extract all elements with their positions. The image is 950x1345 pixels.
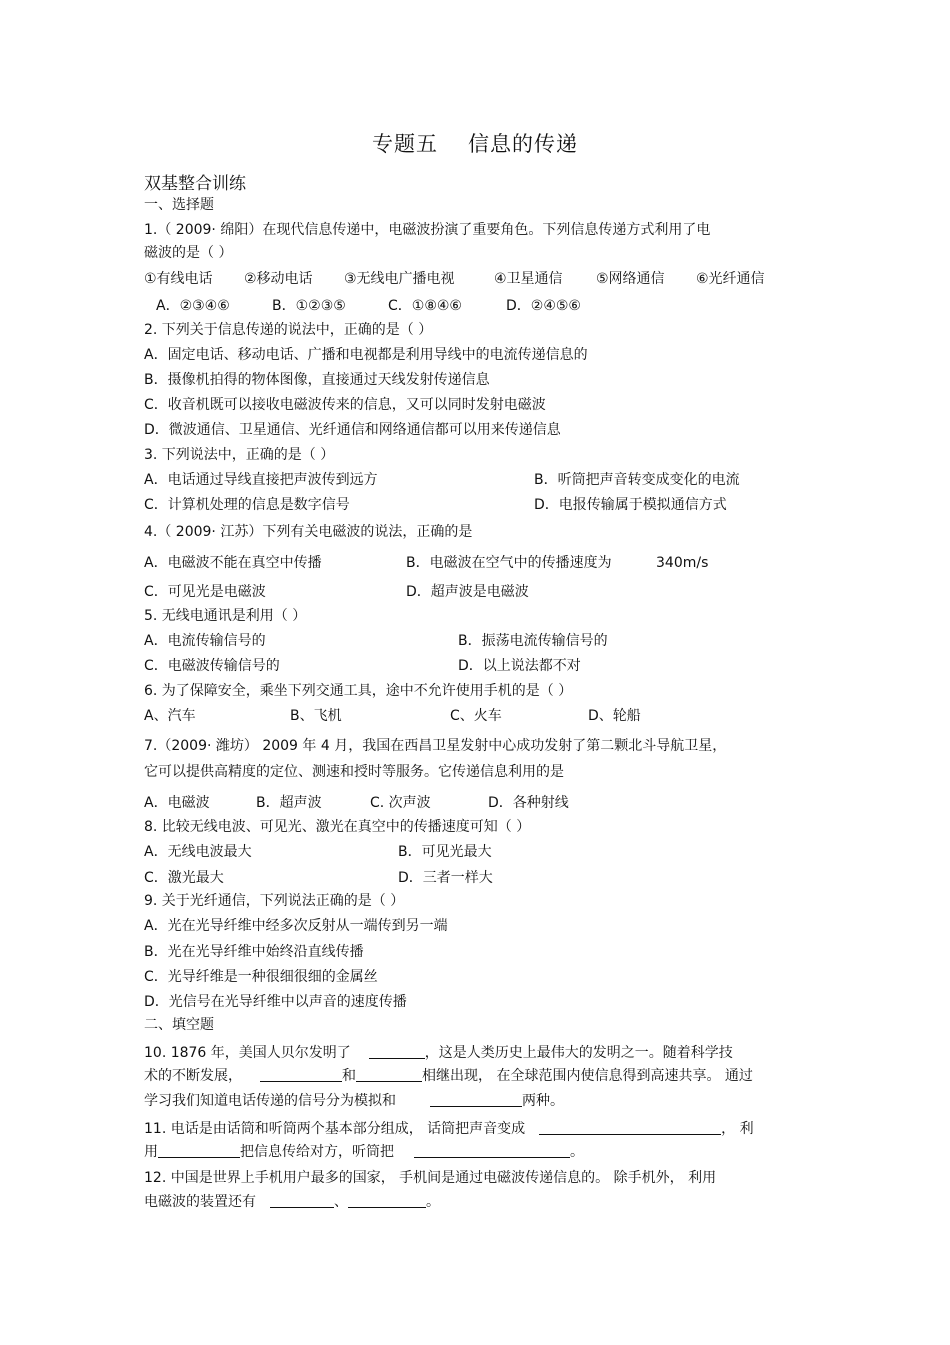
title-main: 专题五	[372, 132, 438, 156]
q10-text-4: 和	[342, 1068, 356, 1084]
q3-option-b: B．听筒把声音转变成变化的电流	[534, 472, 740, 488]
q11-text-1: 11. 电话是由话筒和听筒两个基本部分组成， 话筒把声音变成	[144, 1121, 526, 1137]
q10-blank-2[interactable]	[260, 1067, 342, 1082]
q6-option-b: B、飞机	[290, 708, 342, 724]
subtitle: 双基整合训练	[144, 174, 246, 194]
q9-stem: 9. 关于光纤通信，下列说法正确的是（ ）	[144, 893, 405, 909]
q10-blank-4[interactable]	[430, 1092, 522, 1107]
q7-option-b: B．超声波	[256, 795, 322, 811]
q1-stem-line1: 1.（ 2009· 绵阳）在现代信息传递中，电磁波扮演了重要角色。下列信息传递方式利用了电	[144, 222, 711, 238]
q7-stem-line2: 它可以提供高精度的定位、测速和授时等服务。它传递信息利用的是	[144, 764, 564, 780]
q1-stem-line2: 磁波的是（ ）	[144, 245, 233, 261]
q6-stem: 6. 为了保障安全，乘坐下列交通工具，途中不允许使用手机的是（ ）	[144, 683, 573, 699]
q3-stem: 3. 下列说法中，正确的是（ ）	[144, 447, 335, 463]
q10-text-1: 10. 1876 年，美国人贝尔发明了	[144, 1045, 351, 1061]
q11-text-3: 用	[144, 1144, 158, 1160]
q12-line1: 12. 中国是世界上手机用户最多的国家， 手机间是通过电磁波传递信息的。 除手机外， 利用	[144, 1170, 717, 1186]
q4-option-c: C．可见光是电磁波	[144, 584, 266, 600]
q12-text-1: 电磁波的装置还有	[144, 1194, 256, 1210]
q3-option-d: D．电报传输属于模拟通信方式	[534, 497, 727, 513]
q7-option-c: C. 次声波	[370, 795, 431, 811]
q4-option-b-value: 340m/s	[656, 555, 709, 571]
q11-line2	[144, 1143, 584, 1161]
q10-text-6: 学习我们知道电话传递的信号分为模拟和	[144, 1093, 396, 1109]
q8-option-d: D．三者一样大	[398, 870, 493, 886]
q2-option-a: A．固定电话、移动电话、广播和电视都是利用导线中的电流传递信息的	[144, 347, 588, 363]
q6-option-c: C、火车	[450, 708, 502, 724]
q3-option-a: A．电话通过导线直接把声波传到远方	[144, 472, 378, 488]
q5-option-b: B．振荡电流传输信号的	[458, 633, 608, 649]
q12-blank-1[interactable]	[270, 1193, 334, 1208]
q1-item-4: ④卫星通信	[494, 271, 563, 287]
q2-option-d: D．微波通信、卫星通信、光纤通信和网络通信都可以用来传递信息	[144, 422, 561, 438]
q5-option-d: D．以上说法都不对	[458, 658, 581, 674]
q2-option-c: C．收音机既可以接收电磁波传来的信息，又可以同时发射电磁波	[144, 397, 546, 413]
q1-item-1: ①有线电话	[144, 271, 213, 287]
q10-text-2: ，这是人类历史上最伟大的发明之一。随着科学技	[424, 1045, 733, 1061]
q11-text-4: 把信息传给对方，听筒把	[240, 1144, 394, 1160]
q11-blank-3[interactable]	[414, 1143, 570, 1158]
q2-stem: 2. 下列关于信息传递的说法中，正确的是（ ）	[144, 322, 433, 338]
page-title	[0, 128, 950, 158]
q1-option-a: A．②③④⑥	[156, 298, 230, 314]
q9-option-c: C．光导纤维是一种很细很细的金属丝	[144, 969, 378, 985]
q1-option-d: D．②④⑤⑥	[506, 298, 581, 314]
q4-stem: 4.（ 2009· 江苏）下列有关电磁波的说法，正确的是	[144, 524, 473, 540]
title-topic: 信息的传递	[468, 132, 578, 156]
q11-line1	[144, 1120, 754, 1138]
q11-text-5: 。	[570, 1144, 584, 1160]
q5-stem: 5. 无线电通讯是利用（ ）	[144, 608, 307, 624]
q4-option-d: D．超声波是电磁波	[406, 584, 529, 600]
q7-option-a: A．电磁波	[144, 795, 210, 811]
q2-option-b: B．摄像机拍得的物体图像，直接通过天线发射传递信息	[144, 372, 490, 388]
q10-text-7: 两种。	[522, 1093, 564, 1109]
q1-item-2: ②移动电话	[244, 271, 313, 287]
q11-blank-2[interactable]	[158, 1143, 240, 1158]
q10-text-5: 相继出现， 在全球范围内使信息得到高速共享。 通过	[422, 1068, 753, 1084]
q1-item-3: ③无线电广播电视	[344, 271, 455, 287]
q12-text-3: 。	[426, 1194, 440, 1210]
q10-blank-3[interactable]	[356, 1067, 422, 1082]
q5-option-a: A．电流传输信号的	[144, 633, 266, 649]
q7-stem-line1: 7.（2009· 潍坊） 2009 年 4 月，我国在西昌卫星发射中心成功发射了第二颗北斗导航卫星，	[144, 738, 727, 754]
q10-text-3: 术的不断发展，	[144, 1068, 242, 1084]
q7-option-d: D．各种射线	[488, 795, 569, 811]
q8-option-b: B．可见光最大	[398, 844, 492, 860]
q10-line2	[144, 1067, 753, 1085]
q3-option-c: C．计算机处理的信息是数字信号	[144, 497, 350, 513]
section-fill-heading: 二、填空题	[144, 1017, 214, 1033]
q8-option-a: A．无线电波最大	[144, 844, 252, 860]
q4-option-a: A．电磁波不能在真空中传播	[144, 555, 322, 571]
q10-line1	[144, 1044, 733, 1062]
q8-stem: 8. 比较无线电波、可见光、激光在真空中的传播速度可知（ ）	[144, 819, 531, 835]
q11-text-2: ， 利	[721, 1121, 754, 1137]
q12-line2	[144, 1193, 440, 1211]
section-choice-heading: 一、选择题	[144, 197, 214, 213]
q8-option-c: C．激光最大	[144, 870, 224, 886]
q9-option-b: B．光在光导纤维中始终沿直线传播	[144, 944, 364, 960]
q5-option-c: C．电磁波传输信号的	[144, 658, 280, 674]
q1-option-b: B．①②③⑤	[272, 298, 346, 314]
q1-option-c: C．①⑧④⑥	[388, 298, 462, 314]
q12-text-2: 、	[334, 1194, 348, 1210]
q9-option-a: A．光在光导纤维中经多次反射从一端传到另一端	[144, 918, 448, 934]
q4-option-b: B．电磁波在空气中的传播速度为	[406, 555, 612, 571]
q9-option-d: D．光信号在光导纤维中以声音的速度传播	[144, 994, 407, 1010]
q12-blank-2[interactable]	[348, 1193, 426, 1208]
q1-item-5: ⑤网络通信	[596, 271, 665, 287]
q11-blank-1[interactable]	[539, 1120, 721, 1135]
q6-option-a: A、汽车	[144, 708, 196, 724]
q10-blank-1[interactable]	[369, 1044, 425, 1059]
q6-option-d: D、轮船	[588, 708, 641, 724]
q1-item-6: ⑥光纤通信	[696, 271, 765, 287]
q10-line3	[144, 1092, 564, 1110]
